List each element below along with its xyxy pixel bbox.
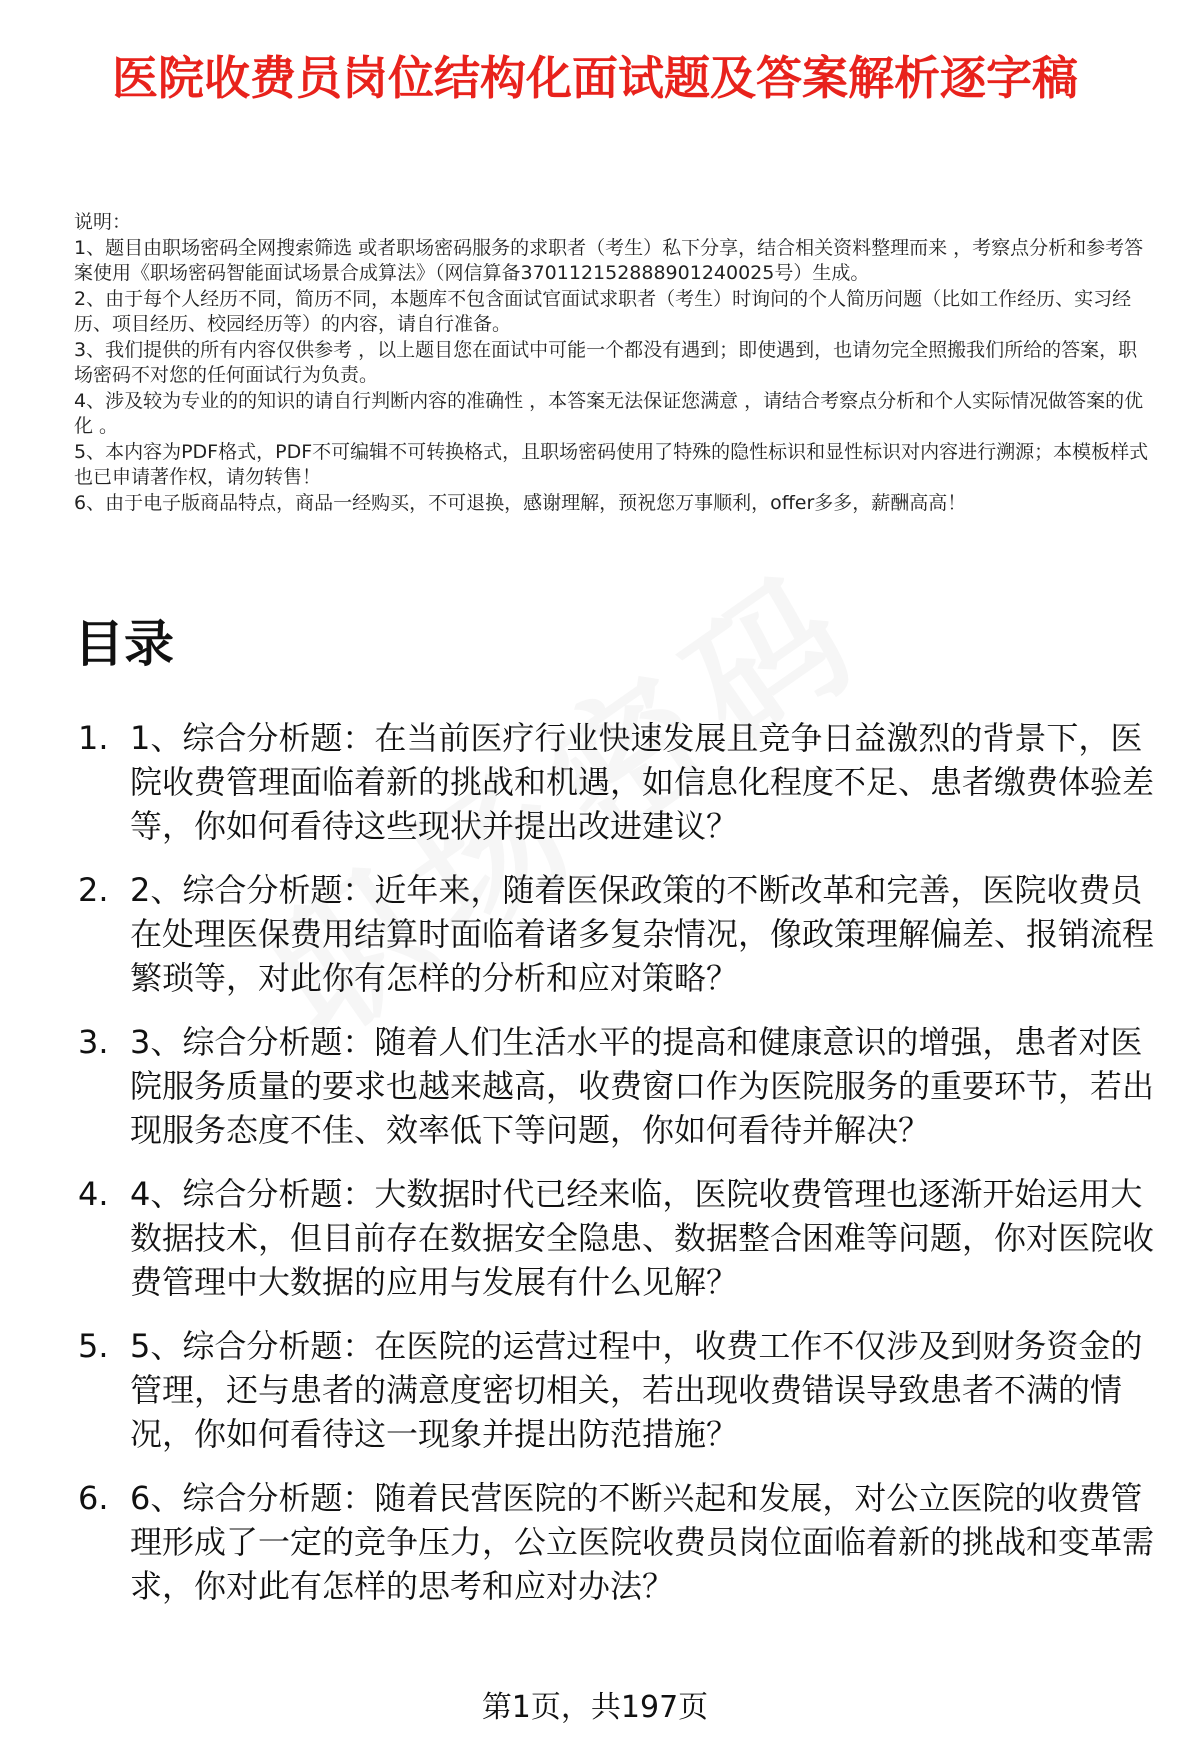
toc-item[interactable] <box>74 1020 1164 1152</box>
toc-item[interactable] <box>74 1172 1164 1304</box>
notes-section <box>74 210 1156 516</box>
toc-list <box>74 716 1164 1628</box>
toc-item[interactable] <box>74 1476 1164 1608</box>
toc-heading: 目录 <box>74 615 174 673</box>
document-title: 医院收费员岗位结构化面试题及答案解析逐字稿 <box>112 51 1078 105</box>
toc-item-text: 5、综合分析题：在医院的运营过程中，收费工作不仅涉及到财务资金的管理，还与患者的满意度密切相关，若出现收费错误导致患者不满的情况，你如何看待这一现象并提出防范措施？ <box>130 1327 1143 1453</box>
toc-item-number: 2. <box>78 871 109 909</box>
toc-item-text: 2、综合分析题：近年来，随着医保政策的不断改革和完善，医院收费员在处理医保费用结算时面临着诸多复杂情况，像政策理解偏差、报销流程繁琐等，对此你有怎样的分析和应对策略？ <box>130 871 1155 997</box>
toc-item-number: 1. <box>78 719 109 757</box>
toc-item-number: 4. <box>78 1175 109 1213</box>
toc-item[interactable] <box>74 868 1164 1000</box>
note-item: 4、涉及较为专业的的知识的请自行判断内容的准确性 ，本答案无法保证您满意 ，请结合考察点分析和个人实际情况做答案的优化 。 <box>74 389 1144 437</box>
toc-item-number: 3. <box>78 1023 109 1061</box>
note-item: 2、由于每个人经历不同，简历不同，本题库不包含面试官面试求职者（考生）时询问的个人简历问题（比如工作经历、实习经历、项目经历、校园经历等）的内容，请自行准备。 <box>74 287 1132 335</box>
note-item: 6、由于电子版商品特点，商品一经购买，不可退换，感谢理解，预祝您万事顺利，offer多多，薪酬高高！ <box>74 491 967 514</box>
page-footer: 第1页，共197页 <box>481 1690 709 1725</box>
toc-item-number: 5. <box>78 1327 109 1365</box>
note-item: 5、本内容为PDF格式，PDF不可编辑不可转换格式，且职场密码使用了特殊的隐性标识和显性标识对内容进行溯源；本模板样式也已申请著作权，请勿转售！ <box>74 440 1149 488</box>
toc-item-text: 1、综合分析题：在当前医疗行业快速发展且竞争日益激烈的背景下，医院收费管理面临着新的挑战和机遇，如信息化程度不足、患者缴费体验差等，你如何看待这些现状并提出改进建议？ <box>130 719 1155 845</box>
note-item: 1、题目由职场密码全网搜索筛选 或者职场密码服务的求职者（考生）私下分享，结合相关资料整理而来 ，考察点分析和参考答案使用《职场密码智能面试场景合成算法》（网信算备370112152888901240025号）生成。 <box>74 236 1144 284</box>
notes-heading: 说明： <box>74 211 132 233</box>
toc-item-number: 6. <box>78 1479 109 1517</box>
toc-item-text: 3、综合分析题：随着人们生活水平的提高和健康意识的增强，患者对医院服务质量的要求也越来越高，收费窗口作为医院服务的重要环节，若出现服务态度不佳、效率低下等问题，你如何看待并解决？ <box>130 1023 1155 1149</box>
toc-item-text: 4、综合分析题：大数据时代已经来临，医院收费管理也逐渐开始运用大数据技术，但目前存在数据安全隐患、数据整合困难等问题，你对医院收费管理中大数据的应用与发展有什么见解？ <box>130 1175 1155 1301</box>
toc-item-text: 6、综合分析题：随着民营医院的不断兴起和发展，对公立医院的收费管理形成了一定的竞争压力，公立医院收费员岗位面临着新的挑战和变革需求，你对此有怎样的思考和应对办法？ <box>130 1479 1155 1605</box>
note-item: 3、我们提供的所有内容仅供参考 ，以上题目您在面试中可能一个都没有遇到；即使遇到，也请勿完全照搬我们所给的答案，职场密码不对您的任何面试行为负责。 <box>74 338 1138 386</box>
toc-item[interactable] <box>74 716 1164 848</box>
toc-item[interactable] <box>74 1324 1164 1456</box>
